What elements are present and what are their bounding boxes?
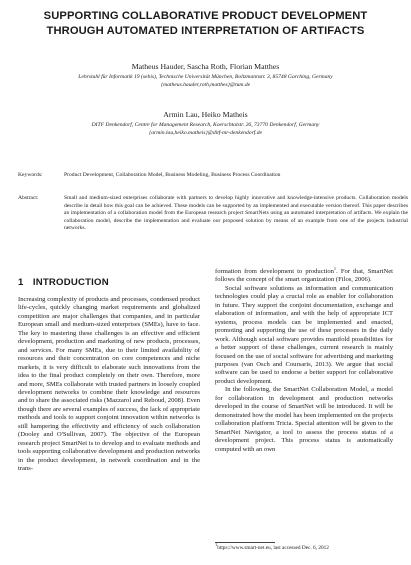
abstract-text: Small and medium-sized enterprises collaborate with partners to develop highly innovative and knowledge-intensive products. Collaboration models describe in detail how this goal can be achieved. These models can be supported by an implemented and executable version thereof. This paper describes an implementation of a collaboration model from the European research project SmartNets using an automated interpretation of artifacts. We explain the collaboration model, describe the implementation and evaluate our proposed solution by means of an example from one of the projects industrial networks. — [64, 195, 408, 231]
intro-paragraph-2: Social software solutions as information and communication technologies could play a crucial role as enabler for collaboration in future. They support the conjoint documentation, exchange and elaboration of information, and with the help of appropriate ICT systems, process models can be implemented and enacted, promoting and supporting the use of these processes in the daily work. Although social software provides manifold possibilities for a better support of these challenges, current research is mainly focused on the use of social software for advertising and marketing purposes (van Osch and Coursaris, 2013). We argue that social software can be used to endorse a better support for collaborative product development. — [215, 284, 393, 385]
author-emails-1: {matheus.hauder,roth,matthes}@tum.de — [160, 82, 251, 88]
footnote-divider — [215, 542, 275, 543]
paper-title — [0, 9, 411, 39]
intro-paragraph-1-continued — [215, 265, 393, 285]
paragraph-text: formation from development to production — [215, 268, 334, 275]
footnote — [215, 542, 393, 552]
section-number: 1 — [18, 277, 24, 288]
section-heading — [18, 277, 109, 288]
author-names-1: Matheus Hauder, Sascha Roth, Florian Matthes — [131, 62, 280, 71]
footnote-number: 1 — [215, 542, 218, 548]
author-affiliation-2: DITF Denkendorf, Centre for Management Research, Koerschtalstr. 26, 73770 Denkendorf, Germany — [91, 122, 320, 128]
author-affiliation-1: Lehrstuhl für Informatik 19 (sebis), Technische Universität München, Boltzmannstr. 3, 85748 Garching, Germany — [78, 74, 333, 80]
intro-paragraph-1: Increasing complexity of products and processes, condensed product life-cycles, quickly changing market requirements and globalized competition are major challenges that companies, and in particular European small and medium-sized enterprises (SMEs), have to face. The key to mastering these challenges is an effective and efficient development, production and marketing of new products, processes, and services. For many SMEs, due to their limited availability of resources and their concentration on core competences and niche markets, it is very difficult to elaborate such innovations from the idea to the final product completely on their own. Therefore, more and more, SMEs collaborate with trusted partners in loosely coupled development networks to combine their knowledge and resources and to share the associated risks (Mazzarol and Reboud, 2008). Even though there are several examples of success, the lack of appropriate methods and tools to support conjoint innovation within networks is still hampering the effectivity and efficiency of such collaboration (Dooley and O'Sullivan, 2007). The objective of the European research project SmartNet is to develop and to evaluate methods and tools supporting collaborative development and production networks in the product development, in network coordination and in the trans- — [18, 296, 201, 473]
footnote-text: https://www.smart-net.eu, last accessed Dec. 6, 2012 — [217, 545, 329, 551]
section-title: INTRODUCTION — [32, 277, 109, 288]
intro-paragraph-3: In the following, the SmartNet Collaboration Model, a model for collaboration in development and production networks developed in the course of SmartNet will be introduced. It will be demonstrated how the model has been implemented on the projects collaboration platform Tricia. Special attention will be given to the SmartNet Navigator, a tool to assess the process status of a development project. This process status is automatically computed with an own — [215, 386, 393, 453]
right-column — [215, 265, 393, 454]
abstract-label: Abstract: — [18, 195, 39, 201]
author-names-2: Armin Lau, Heiko Matheis — [163, 110, 248, 119]
keywords-label: Keywords: — [18, 172, 43, 178]
paragraph-text-tail: . For that, SmartNet follows the concept of the smart organization (Filos, 2006). — [215, 268, 393, 284]
author-emails-2: {armin.lau,heiko.matheis}@ditf-mr-denkendorf.de — [149, 130, 262, 136]
keywords-text: Product Development, Collaboration Model, Business Modeling, Business Process Coordination — [64, 172, 281, 178]
title-line-2: THROUGH AUTOMATED INTERPRETATION OF ARTIFACTS — [46, 25, 365, 37]
left-column — [18, 296, 200, 474]
footnote-marker: 1 — [333, 265, 337, 271]
title-line-1: SUPPORTING COLLABORATIVE PRODUCT DEVELOPMENT — [43, 10, 368, 22]
